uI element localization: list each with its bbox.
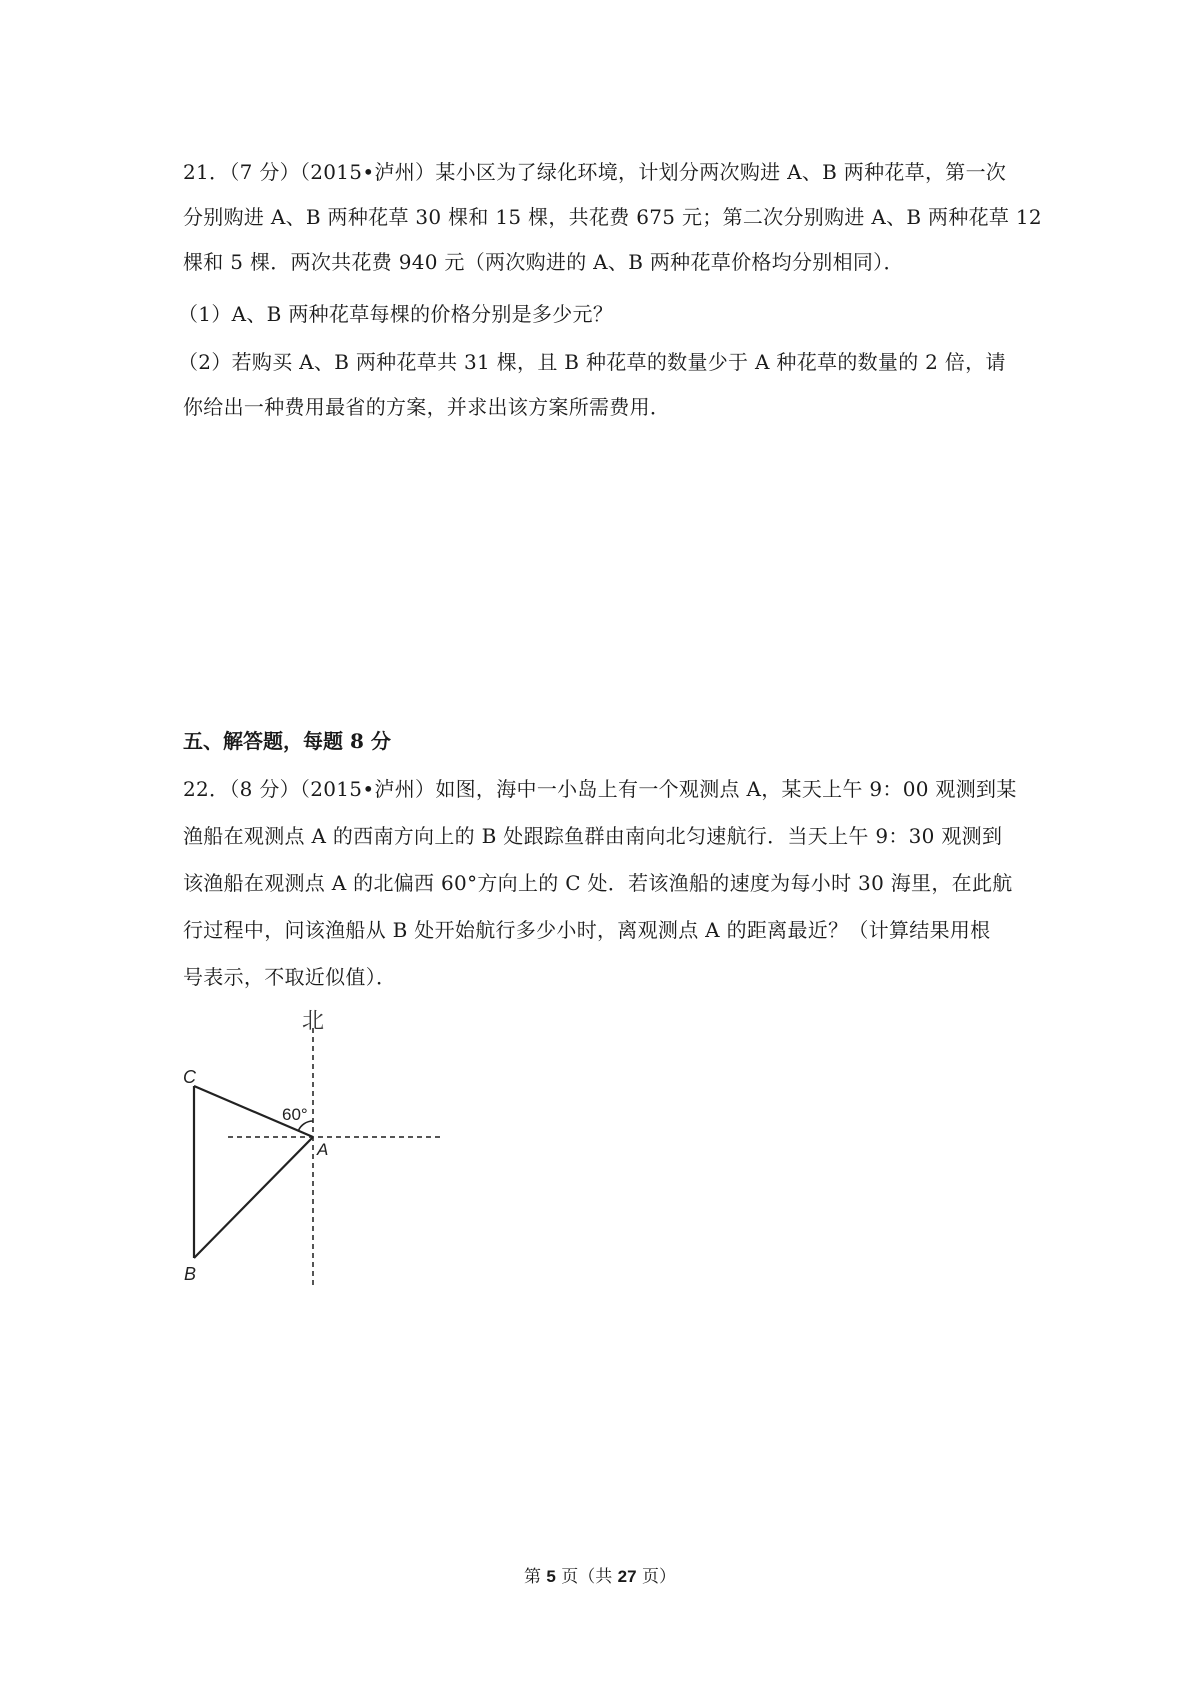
footer-middle: 页（共 — [555, 1567, 618, 1587]
footer-total-pages: 27 — [617, 1567, 637, 1586]
q21-part-1: （1）A、B 两种花草每棵的价格分别是多少元？ — [178, 302, 614, 326]
q22-line-3: 该渔船在观测点 A 的北偏西 60°方向上的 C 处．若该渔船的速度为每小时 30 海里，在此航 — [183, 871, 1013, 895]
q22-line-1: 22．（8 分）（2015•泸州）如图，海中一小岛上有一个观测点 A，某天上午 9：00 观测到某 — [183, 777, 1017, 801]
footer-page-number: 5 — [546, 1567, 556, 1586]
q22-line-4: 行过程中，问该渔船从 B 处开始航行多少小时，离观测点 A 的距离最近？（计算结果用根 — [183, 918, 991, 942]
geometry-figure — [170, 1000, 450, 1290]
angle-label: 60° — [282, 1105, 308, 1124]
q21-part-2-line-1: （2）若购买 A、B 两种花草共 31 棵，且 B 种花草的数量少于 A 种花草的数量的 2 倍，请 — [178, 350, 1006, 374]
q21-line-1: 21．（7 分）（2015•泸州）某小区为了绿化环境，计划分两次购进 A、B 两种花草，第一次 — [183, 160, 1007, 184]
segment-ab — [194, 1137, 313, 1258]
point-b-label: B — [184, 1264, 197, 1284]
section-heading: 五、解答题，每题 8 分 — [183, 729, 391, 753]
footer-prefix: 第 — [523, 1567, 547, 1587]
north-label: 北 — [302, 1008, 325, 1033]
footer-suffix: 页） — [636, 1567, 676, 1587]
q22-line-2: 渔船在观测点 A 的西南方向上的 B 处跟踪鱼群由南向北匀速航行．当天上午 9：30 观测到 — [183, 824, 1003, 848]
q21-part-2-line-2: 你给出一种费用最省的方案，并求出该方案所需费用． — [183, 395, 671, 419]
q21-line-3: 棵和 5 棵．两次共花费 940 元（两次购进的 A、B 两种花草价格均分别相同）． — [183, 250, 904, 274]
point-a-label: A — [317, 1140, 329, 1159]
point-c-label: C — [183, 1067, 196, 1087]
q22-line-5: 号表示，不取近似值）． — [183, 965, 397, 989]
page-footer — [0, 1562, 1200, 1587]
q21-line-2: 分别购进 A、B 两种花草 30 棵和 15 棵，共花费 675 元；第二次分别购进 A、B 两种花草 12 — [183, 205, 1042, 229]
